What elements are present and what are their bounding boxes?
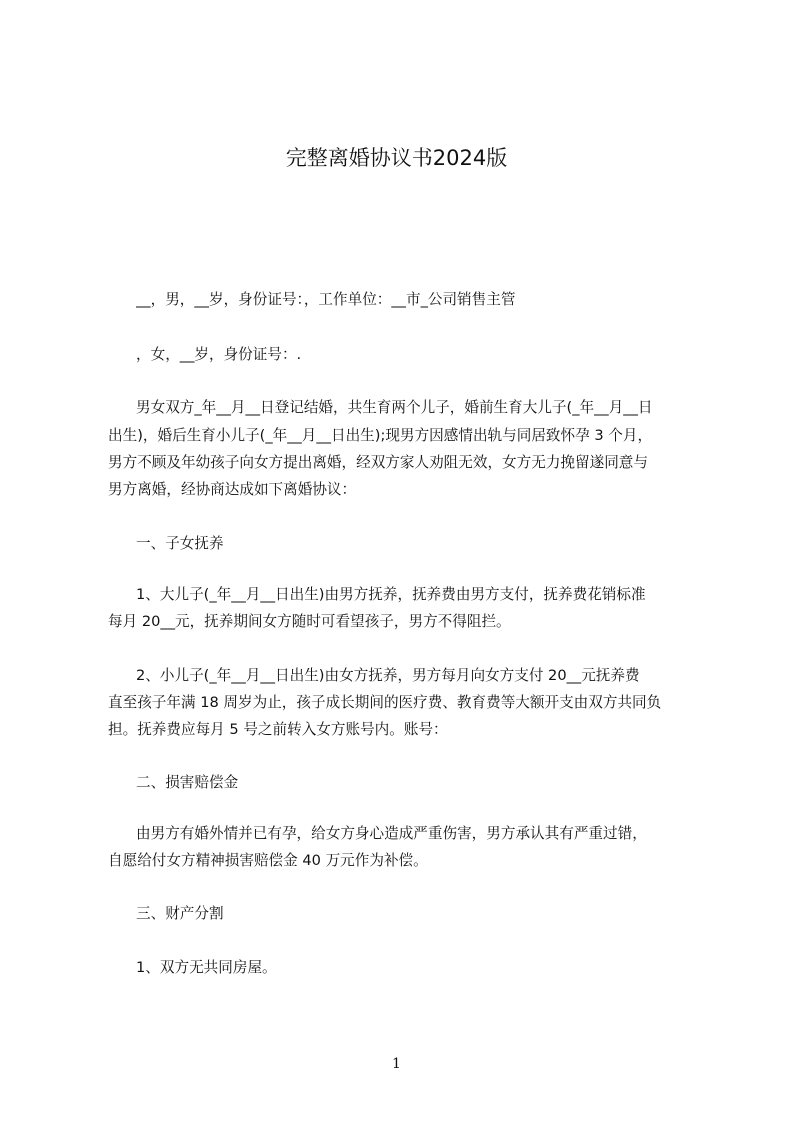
page-number: 1 — [392, 1056, 401, 1072]
paragraph-line: 2、小儿子(_年__月__日出生)由女方抚养，男方每月向女方支付 20__元抚养费 — [136, 667, 640, 684]
paragraph-line: 由男方有婚外情并已有孕，给女方身心造成严重伤害，男方承认其有严重过错， — [136, 825, 647, 842]
paragraph-line: 男方不顾及年幼孩子向女方提出离婚，经双方家人劝阻无效，女方无力挽留遂同意与 — [108, 454, 648, 471]
paragraph-line: 每月 20__元，抚养期间女方随时可看望孩子，男方不得阻拦。 — [108, 613, 511, 630]
document-title: 完整离婚协议书2024版 — [285, 146, 508, 170]
paragraph-line: 担。抚养费应每月 5 号之前转入女方账号内。账号： — [108, 721, 448, 738]
paragraph-line: 男方离婚，经协商达成如下离婚协议： — [108, 481, 357, 498]
section-heading: 一、子女抚养 — [136, 535, 224, 552]
section-heading: 三、财产分割 — [136, 905, 224, 922]
paragraph-line: 1、大儿子(_年__月__日出生)由男方抚养，抚养费由男方支付，抚养费花销标准 — [136, 586, 646, 603]
paragraph-line: 出生)，婚后生育小儿子(_年__月__日出生);现男方因感情出轨与同居致怀孕 3 个月， — [108, 427, 653, 444]
paragraph-line: 1、双方无共同房屋。 — [136, 959, 277, 976]
paragraph-line: __，男，__岁，身份证号：，工作单位：__市_公司销售主管 — [136, 291, 516, 308]
paragraph-line: ，女，__岁，身份证号：. — [136, 346, 302, 363]
paragraph-line: 自愿给付女方精神损害赔偿金 40 万元作为补偿。 — [108, 852, 428, 869]
paragraph-line: 直至孩子年满 18 周岁为止，孩子成长期间的医疗费、教育费等大额开支由双方共同负 — [108, 694, 662, 711]
paragraph-line: 男女双方_年__月__日登记结婚，共生育两个儿子，婚前生育大儿子(_年__月__日 — [136, 399, 653, 416]
section-heading: 二、损害赔偿金 — [136, 774, 239, 791]
